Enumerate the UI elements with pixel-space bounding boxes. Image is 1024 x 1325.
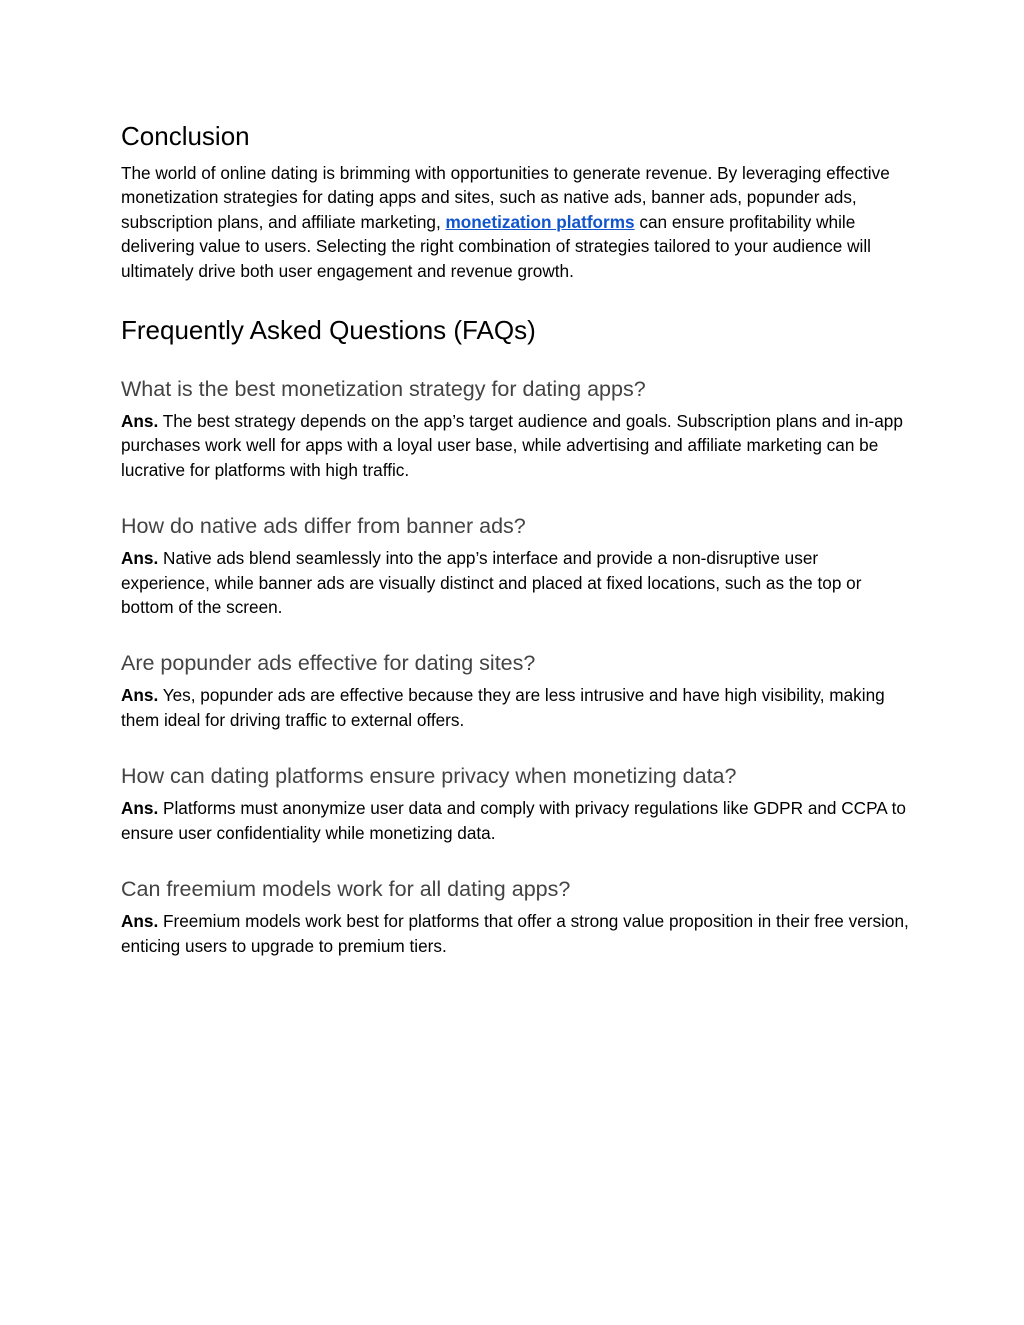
document-page [121,119,911,958]
faq-item [121,512,911,619]
answer-label: Ans. [121,911,159,932]
answer-text: Platforms must anonymize user data and comply with privacy regulations like GDPR and CCPA to ensure user confidentiality while monetizing data. [121,798,906,843]
faq-answer [121,683,911,732]
faq-question: How can dating platforms ensure privacy when monetizing data? [121,764,737,789]
conclusion-heading: Conclusion [121,121,250,151]
conclusion-paragraph [121,161,911,283]
faq-item [121,375,911,482]
faq-question: What is the best monetization strategy for dating apps? [121,377,646,402]
faq-item [121,649,911,732]
answer-text: Freemium models work best for platforms that offer a strong value proposition in their free version, enticing users to upgrade to premium tiers. [121,911,909,956]
answer-label: Ans. [121,798,159,819]
answer-label: Ans. [121,685,159,706]
answer-text: Native ads blend seamlessly into the app’s interface and provide a non-disruptive user experience, while banner ads are visually distinct and placed at fixed locations, such as the top or bottom of the screen. [121,548,862,618]
faq-question: How do native ads differ from banner ads? [121,514,526,539]
faq-answer [121,546,911,619]
answer-label: Ans. [121,548,159,569]
answer-text: Yes, popunder ads are effective because they are less intrusive and have high visibility, making them ideal for driving traffic to external offers. [121,685,885,730]
faq-answer [121,796,911,845]
faq-answer [121,409,911,482]
faq-heading: Frequently Asked Questions (FAQs) [121,315,536,346]
monetization-platforms-link[interactable]: monetization platforms [445,211,635,232]
conclusion-text-before-link: The world of online dating is brimming with opportunities to generate revenue. By leveraging effective monetization strategies for dating apps and sites, such as native ads, banner ads, popunder ads, subscription plans, and affiliate marketing, [121,163,890,232]
answer-text: The best strategy depends on the app’s target audience and goals. Subscription plans and in-app purchases work well for apps with a loyal user base, while advertising and affiliate marketing can be lucrative for platforms with high traffic. [121,411,903,480]
faq-question: Can freemium models work for all dating apps? [121,877,571,902]
faq-answer [121,909,911,958]
conclusion-text-after-link: can ensure profitability while delivering value to users. Selecting the right combination of strategies tailored to your audience will ultimately drive both user engagement and revenue growth. [121,211,871,281]
faq-item [121,875,911,958]
faq-question: Are popunder ads effective for dating sites? [121,651,536,676]
answer-label: Ans. [121,411,159,432]
faq-item [121,762,911,845]
